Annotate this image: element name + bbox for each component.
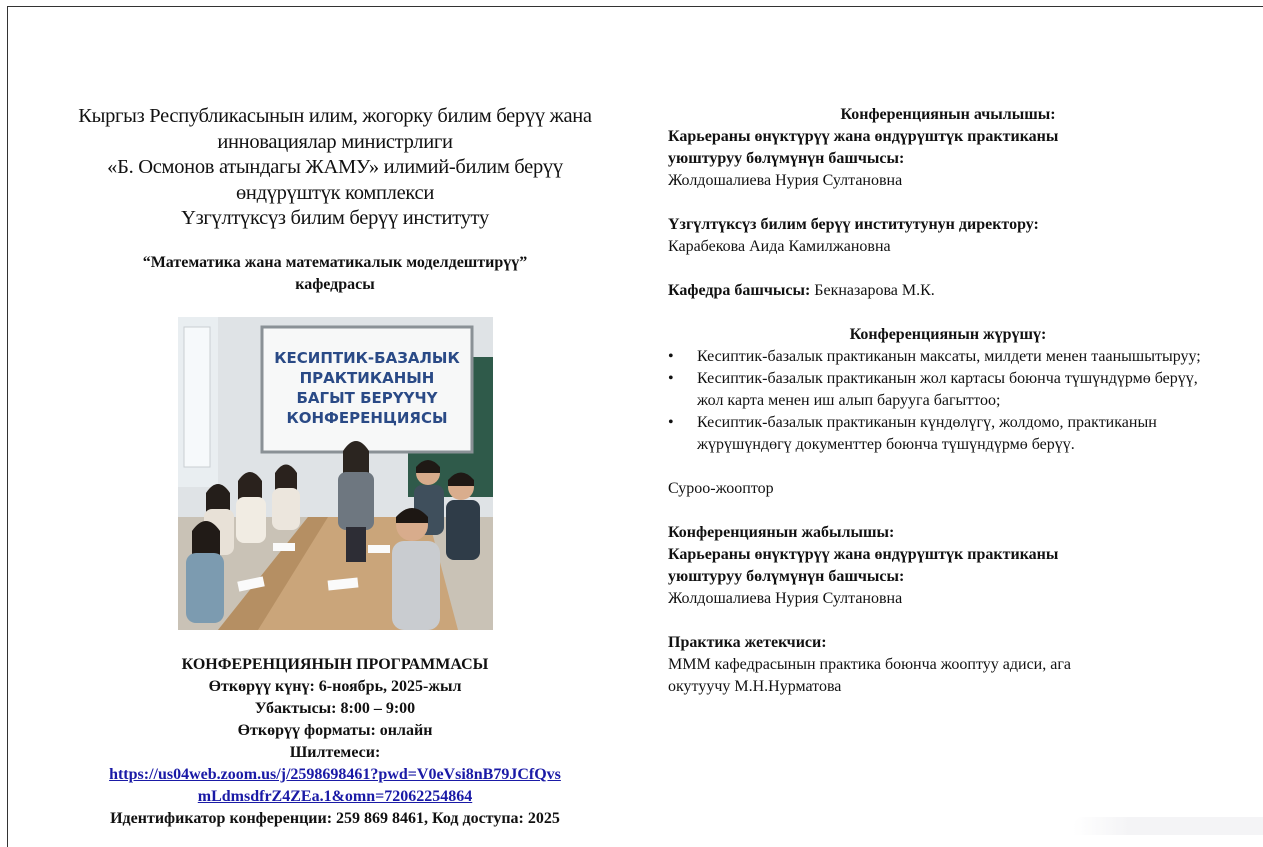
course-title: Конференциянын жүрүшү: bbox=[849, 326, 1047, 343]
left-column bbox=[50, 104, 620, 296]
program-time: Убактысы: 8:00 – 9:00 bbox=[254, 700, 416, 717]
board-text-line: ПРАКТИКАНЫН bbox=[299, 369, 435, 387]
ministry-line: өндүрүштүк комплекси bbox=[235, 181, 435, 204]
director-role: Үзгүлтүксүз билим берүү институтунун директору: bbox=[668, 216, 1039, 233]
opening-role: уюштуруу бөлүмүнүн башчысы: bbox=[668, 150, 905, 167]
head-line bbox=[668, 280, 1228, 302]
viewer-toolbar-edge bbox=[1073, 817, 1263, 835]
agenda-item: • Кесиптик-базалык практиканын күндөлүгү, жолдомо, практиканын жүрүшүндөгү документтер боюнча түшүндүрмө берүү. bbox=[697, 412, 1228, 456]
supervisor-title: Практика жетекчиси: bbox=[668, 634, 827, 651]
closing-role: Карьераны өнүктүрүү жана өндүрүштүк практиканы bbox=[668, 546, 1059, 563]
agenda-list bbox=[668, 346, 1228, 456]
ministry-line: инновациялар министрлиги bbox=[217, 130, 453, 153]
board-text-line: КОНФЕРЕНЦИЯСЫ bbox=[286, 409, 448, 427]
department-line: кафедрасы bbox=[295, 275, 375, 293]
conference-photo bbox=[178, 317, 493, 630]
opening-person: Жолдошалиева Нурия Султановна bbox=[668, 172, 903, 189]
zoom-link-line[interactable]: mLdmsdfrZ4ZEa.1&omn=72062254864 bbox=[197, 788, 473, 805]
zoom-link[interactable] bbox=[50, 764, 620, 808]
head-person: Бекназарова М.К. bbox=[810, 282, 935, 299]
department-title bbox=[50, 252, 620, 296]
head-role: Кафедра башчысы: bbox=[668, 282, 811, 299]
program-format: Өткөрүү форматы: онлайн bbox=[237, 722, 433, 739]
closing-title: Конференциянын жабылышы: bbox=[668, 524, 895, 541]
right-column bbox=[668, 104, 1228, 698]
classroom-illustration bbox=[178, 317, 493, 630]
ministry-heading bbox=[50, 104, 620, 232]
ministry-line: «Б. Осмонов атындагы ЖАМУ» илимий-билим берүү bbox=[107, 156, 563, 178]
supervisor-line: окутуучу М.Н.Нурматова bbox=[668, 678, 842, 695]
agenda-item: • Кесиптик-базалык практиканын жол картасы боюнча түшүндүрмө берүү, жол карта менен иш алып барууга багыттоо; bbox=[697, 368, 1228, 412]
department-line: “Математика жана математикалык моделдештирүү” bbox=[142, 253, 528, 271]
ministry-line: Үзгүлтүксүз билим берүү институту bbox=[181, 207, 489, 229]
opening-role: Карьераны өнүктүрүү жана өндүрүштүк практиканы bbox=[668, 128, 1059, 145]
zoom-link-line[interactable]: https://us04web.zoom.us/j/2598698461?pwd=V0eVsi8nB79JCfQvs bbox=[109, 766, 561, 783]
closing-role: уюштуруу бөлүмүнүн башчысы: bbox=[668, 568, 905, 585]
director-person: Карабекова Аида Камилжановна bbox=[668, 238, 891, 255]
board-text-line: БАГЫТ БЕРҮҮЧҮ bbox=[296, 389, 438, 407]
agenda-item: • Кесиптик-базалык практиканын максаты, милдети менен таанышытыруу; bbox=[697, 346, 1228, 368]
supervisor-line: МММ кафедрасынын практика боюнча жооптуу адиси, ага bbox=[668, 656, 1071, 673]
opening-title: Конференциянын ачылышы: bbox=[840, 106, 1056, 123]
program-block bbox=[50, 654, 620, 830]
program-title: КОНФЕРЕНЦИЯНЫН ПРОГРАММАСЫ bbox=[181, 656, 489, 673]
qa-item: Суроо-жооптор bbox=[668, 480, 774, 497]
closing-person: Жолдошалиева Нурия Султановна bbox=[668, 590, 903, 607]
board-text-line: КЕСИПТИК-БАЗАЛЫК bbox=[274, 349, 460, 367]
program-link-label: Шилтемеси: bbox=[289, 744, 381, 761]
ministry-line: Кыргыз Республикасынын илим, жогорку билим берүү жана bbox=[78, 105, 592, 127]
program-date: Өткөрүү күнү: 6-ноябрь, 2025-жыл bbox=[208, 678, 462, 695]
conference-id: Идентификатор конференции: 259 869 8461, Код доступа: 2025 bbox=[110, 810, 560, 827]
